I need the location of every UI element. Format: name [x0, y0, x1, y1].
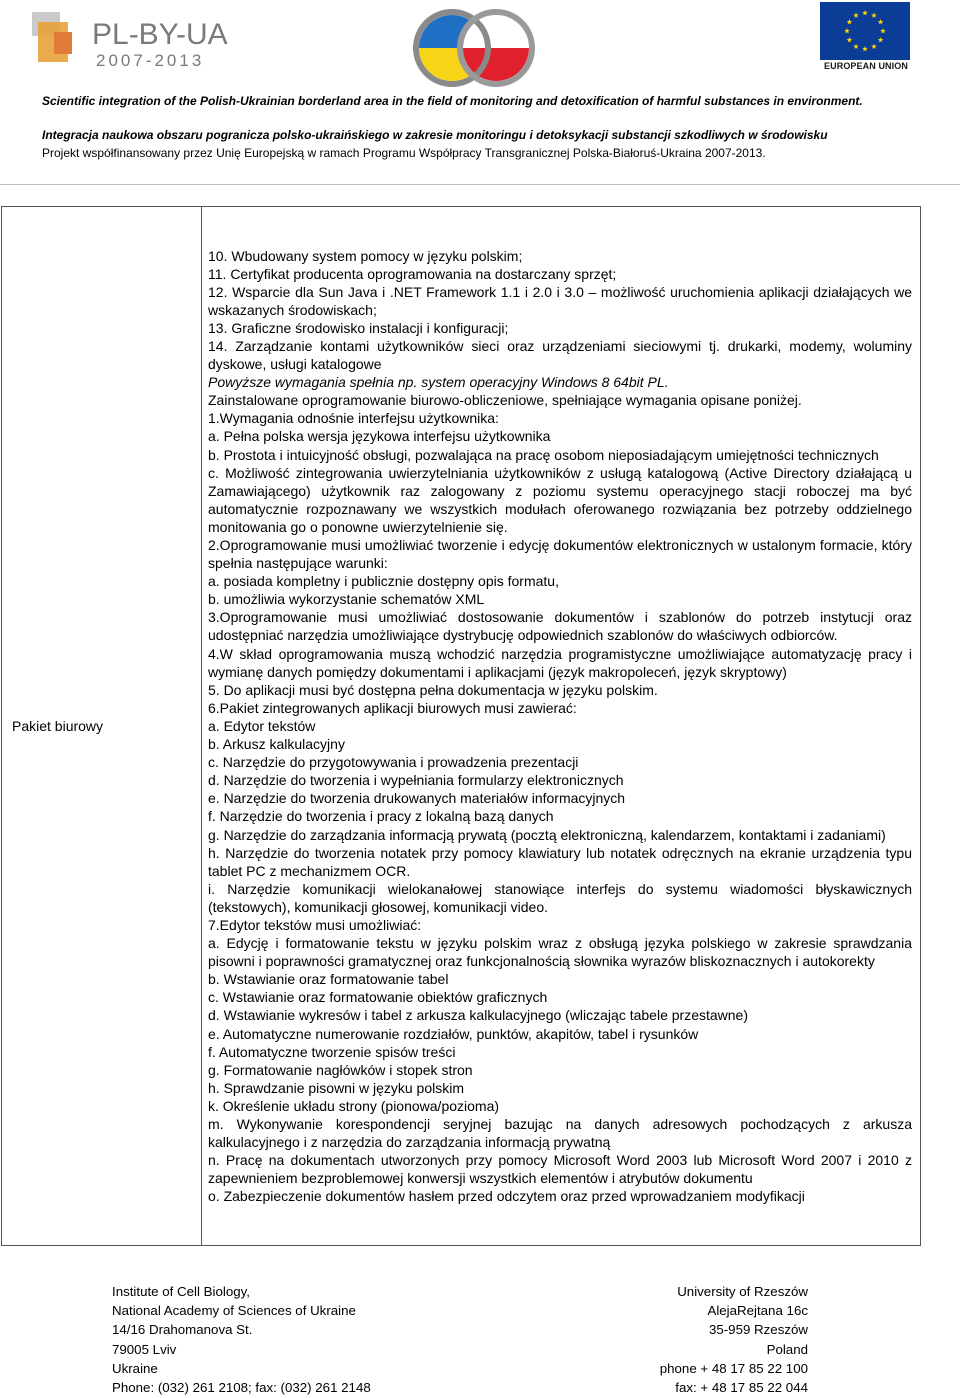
list-item: Zainstalowane oprogramowanie biurowo-obliczeniowe, spełniające wymagania opisane poniżej. — [208, 392, 802, 409]
list-item: 7.Edytor tekstów musi umożliwiać: — [208, 916, 422, 933]
list-item: 2.Oprogramowanie musi umożliwiać tworzenie i edycję dokumentów elektronicznych w ustalonym formacie, który spełnia następujące warunki: — [208, 537, 912, 572]
footer-line: 14/16 Drahomanova St. — [112, 1322, 253, 1338]
footer-line: University of Rzeszów — [677, 1284, 808, 1299]
footer-line: Ukraine — [112, 1360, 158, 1376]
footer-line: 79005 Lviv — [112, 1341, 177, 1357]
header-divider — [0, 184, 960, 185]
footer-line: fax: + 48 17 85 22 044 — [675, 1380, 808, 1396]
list-item: d. Narzędzie do tworzenia i wypełniania formularzy elektronicznych — [208, 772, 624, 789]
list-item: b. Arkusz kalkulacyjny — [208, 736, 345, 753]
list-item: 14. Zarządzanie kontami użytkowników sieci oraz urządzeniami sieciowymi tj. drukarki, modemy, woluminy dyskowe, usługi katalogowe — [208, 337, 912, 373]
footer-line: National Academy of Sciences of Ukraine — [112, 1303, 356, 1319]
list-item: 12. Wsparcie dla Sun Java i .NET Framework 1.1 i 2.0 i 3.0 – możliwość uruchomienia aplikacji działających we wskazanych środowiskach; — [208, 283, 912, 318]
spec-table — [1, 206, 921, 1246]
footer-line: 35-959 Rzeszów — [708, 1322, 808, 1338]
footer-address-right — [488, 1282, 808, 1397]
header-line-project: Projekt współfinansowany przez Unię Europejską w ramach Programu Współpracy Transgranicznej Polska-Białoruś-Ukraina 2007-2013. — [42, 146, 766, 160]
list-item: b. Prostota i intuicyjność obsługi, pozwalająca na pracę osobom nieposiadającym umiejętności technicznych — [208, 446, 879, 463]
brand-text: PL-BY-UA — [92, 18, 228, 51]
footer-line: Institute of Cell Biology, — [112, 1284, 250, 1299]
list-item: g. Narzędzie do zarządzania informacją prywatą (pocztą elektroniczną, kalendarzem, kontaktami i zadaniami) — [208, 826, 886, 843]
list-item: e. Automatyczne numerowanie rozdziałów, punktów, akapitów, tabel i rysunków — [208, 1025, 699, 1042]
footer-line: AlejaRejtana 16c — [707, 1303, 808, 1319]
pl-by-ua-logo — [30, 8, 230, 70]
header-line-en: Scientific integration of the Polish-Ukrainian borderland area in the field of monitoring and detoxification of harmful substances in environment. — [42, 94, 863, 108]
list-item: h. Narzędzie do tworzenia notatek przy pomocy klawiatury lub notatek odręcznych na ekranie urządzenia typu tablet PC z mechanizmem OCR. — [208, 844, 912, 879]
list-item: 4.W skład oprogramowania muszą wchodzić narzędzia programistyczne umożliwiające automatyzację pracy i wymianę danych pomiędzy dokumentami i aplikacjami (język makropoleceń, język skryptowy) — [208, 645, 912, 680]
eu-caption: EUROPEAN UNION — [824, 61, 908, 71]
list-item: 6.Pakiet zintegrowanych aplikacji biurowych musi zawierać: — [208, 699, 577, 716]
list-item: 10. Wbudowany system pomocy w języku polskim; — [208, 247, 523, 264]
list-item: g. Formatowanie nagłówków i stopek stron — [208, 1061, 473, 1078]
list-item: b. Wstawianie oraz formatowanie tabel — [208, 971, 449, 988]
list-item: f. Narzędzie do tworzenia i pracy z lokalną bazą danych — [208, 808, 554, 825]
list-item: o. Zabezpieczenie dokumentów hasłem przed odczytem oraz przed wprowadzaniem modyfikacji — [208, 1188, 805, 1205]
list-item: h. Sprawdzanie pisowni w języku polskim — [208, 1079, 464, 1096]
partner-rings-logo — [412, 6, 536, 90]
list-item: e. Narzędzie do tworzenia drukowanych materiałów informacyjnych — [208, 790, 626, 807]
list-item: a. posiada kompletny i publicznie dostępny opis formatu, — [208, 573, 559, 590]
brand-years: 2007-2013 — [96, 51, 205, 70]
list-item: m. Wykonywanie korespondencji seryjnej bazując na danych adresowych pochodzących z arkusza kalkulacyjnego i z narzędzia do zarządzania informacją prywatną — [208, 1116, 912, 1151]
list-item: a. Edytor tekstów — [208, 717, 316, 734]
list-item: i. Narzędzie komunikacji wielokanałowej stanowiące interfejs do systemu wiadomości błyskawicznych (tekstowych), komunikacji głosowej, komunikacji video. — [208, 880, 912, 915]
list-item: c. Wstawianie oraz formatowanie obiektów graficznych — [208, 989, 548, 1006]
requirements-cell — [202, 207, 921, 1246]
list-item: k. Określenie układu strony (pionowa/pozioma) — [208, 1097, 500, 1114]
list-item: 5. Do aplikacji musi być dostępna pełna dokumentacja w języku polskim. — [208, 681, 658, 698]
footer-line: phone + 48 17 85 22 100 — [659, 1360, 808, 1376]
list-item: c. Możliwość zintegrowania uwierzytelniania użytkowników z usługą katalogową (Active Directory działającą u Zamawiającego) użytkownik raz zalogowany z poziomu systemu operacyjnego stacji roboczej ma być automatycznie rozpoznawany we wszystkich modułach oferowanego rozwiązania bez potrzeby oddzielnego monitowania go o ponowne uwierzytelnienie się. — [208, 464, 912, 535]
row-label: Pakiet biurowy — [2, 207, 202, 1246]
footer-line: Poland — [766, 1341, 808, 1357]
list-item: f. Automatyczne tworzenie spisów treści — [208, 1043, 456, 1060]
list-item: 3.Oprogramowanie musi umożliwiać dostosowanie dokumentów i szablonów do potrzeb instytucji oraz udostępniać narzędzia umożliwiające dystrybucję odpowiednich szablonów do właściwych odbiorców. — [208, 609, 912, 644]
page-header — [0, 0, 960, 90]
footer-line: Phone: (032) 261 2108; fax: (032) 261 2148 — [112, 1380, 371, 1396]
list-item: 11. Certyfikat producenta oprogramowania na dostarczany sprzęt; — [208, 265, 617, 282]
list-item: Powyższe wymagania spełnia np. system operacyjny Windows 8 64bit PL. — [208, 374, 669, 391]
list-item: b. umożliwia wykorzystanie schematów XML — [208, 591, 485, 608]
footer-address-left — [112, 1282, 472, 1397]
table-row — [2, 207, 921, 1246]
list-item: c. Narzędzie do przygotowywania i prowadzenia prezentacji — [208, 754, 579, 771]
eu-flag-logo — [820, 2, 910, 70]
list-item: 1.Wymagania odnośnie interfejsu użytkownika: — [208, 410, 499, 427]
list-item: n. Pracę na dokumentach utworzonych przy pomocy Microsoft Word 2003 lub Microsoft Word 2007 i 2010 z zapewnieniem bezproblemowej konwersji wszystkich elementów i atrybutów dokumentu — [208, 1152, 912, 1187]
list-item: 13. Graficzne środowisko instalacji i konfiguracji; — [208, 319, 509, 336]
list-item: a. Pełna polska wersja językowa interfejsu użytkownika — [208, 428, 551, 445]
list-item: a. Edycję i formatowanie tekstu w języku polskim wraz z obsługą języka polskiego w zakresie sprawdzania pisowni i poprawności gramatycznej oraz funkcjonalnością słownika wyrazów bliskoznacznych i autokorekty — [208, 935, 912, 970]
list-item: d. Wstawianie wykresów i tabel z arkusza kalkulacyjnego (wliczając tabele przestawne) — [208, 1007, 749, 1024]
header-line-pl: Integracja naukowa obszaru pogranicza polsko-ukraińskiego w zakresie monitoringu i detoksykacji substancji szkodliwych w środowisku — [42, 128, 828, 142]
